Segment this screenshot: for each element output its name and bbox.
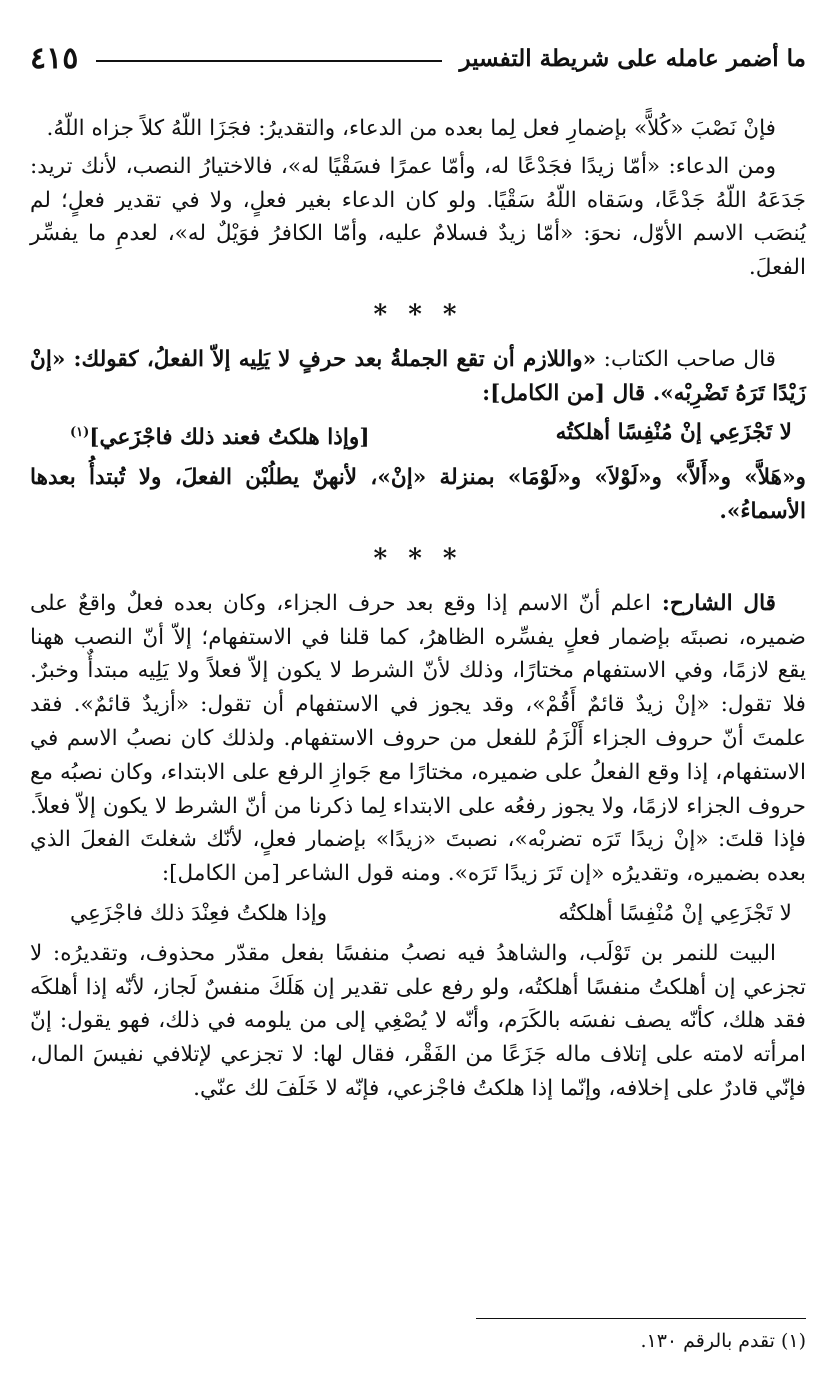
verse-1-first-hemistich: لا تَجْزَعِي إنْ مُنْفِسًا أهلكتُه	[555, 420, 792, 446]
paragraph-1: فإنْ نَصْبَ «كُلاًّ» بإضمارِ فعل لِما بعده من الدعاء، والتقديرُ: فجَزَا اللّهُ كلاً جزاه اللّهُ.	[46, 116, 776, 141]
paragraph-4: و«هَلاَّ» و«أَلاَّ» و«لَوْلاَ» و«لَوْمَا» بمنزلة «إنْ»، لأنهنّ يطلُبْن الفعلَ، ولا تُبتدأُ بعدها الأسماءُ».	[30, 465, 806, 525]
paragraph-6: البيت للنمر بن تَوْلَب، والشاهدُ فيه نصبُ منفسًا بفعل مقدّر محذوف، وتقديرُه: لا تجزعي إن أهلكتُ منفسًا أهلكتُه، ولو رفع على تقدير إن هَلَكَ منفسٌ لَجاز، لأنّه إذا أهلكَه فقد هلك، كأنّه يصف نفسَه بالكَرَم، وأنّه لا يُصْغِي إلى من يلومه في ذلك، فهو يقول: إنّ امرأته لامته على إتلاف ماله جَزَعًا من الفَقْر، فقال لها: لا تجزعي لإتلافي نفيسَ المال، فإنّي قادرٌ على إخلافه، وإنّما إذا هلكتُ فاجْزعي، فإنّه لا خَلَفَ لك عنّي.	[30, 940, 806, 1101]
footnote-marker: (١)	[70, 425, 90, 441]
paragraph-3-quote: «واللازم أن تقع الجملةُ بعد حرفٍ لا يَلِيه إلاّ الفعلُ، كقولك: «إنْ زَيْدًا تَرَهُ تَضْرِبْه». قال [من الكامل]:	[30, 346, 806, 406]
page-number: ٤١٥	[30, 40, 79, 76]
header-rule	[96, 60, 441, 62]
paragraph-2: ومن الدعاء: «أمّا زيدًا فجَدْعًا له، وأمّا عمرًا فسَقْيًا له»، فالاختيارُ النصب، لأنك تريد: جَدَعَهُ اللّهُ جَدْعًا، وسَقاه اللّهُ سَقْيًا. ولو كان الدعاء بغير فعلٍ، ولا في تقدير فعلٍ؛ لم يُنصَب الاسم الأوّل، نحوَ: «أمّا زيدٌ فسلامٌ عليه، وأمّا الكافرُ فوَيْلٌ له»، لعدمِ ما يفسِّر الفعلَ.	[30, 153, 806, 281]
paragraph-3	[30, 343, 806, 411]
paragraph-3-lead: قال صاحب الكتاب:	[596, 346, 776, 372]
page-body	[30, 112, 806, 1110]
verse-1-second-text: [وإذا هلكتُ فعند ذلك فاجْزَعي]	[89, 425, 370, 451]
paragraph-5-text: اعلم أنّ الاسم إذا وقع بعد حرف الجزاء، وكان بعده فعلٌ واقعٌ على ضميره، نصبتَه بإضمار فعلٍ يفسِّره الظاهرُ، كما قلنا في الاستفهام؛ إلاّ أنّ النصب ههنا يقع لازمًا، وفي الاستفهام مختارًا، وذلك لأنّ الشرط لا يكون إلاّ فعلاً ولا يَلِيه مبتدأٌ وخبرٌ. فلا تقول: «إنْ زيدٌ قائمٌ أَقُمْ»، وقد يجوز في الاستفهام أن تقول: «أزيدٌ قائمٌ». فقد علمتَ أنّ حروف الجزاء أَلْزَمُ للفعل من حروف الاستفهام. ولذلك كان نصبُ الاسم في الاستفهام، إذا وقع الفعلُ على ضميره، مختارًا مع جَوازِ الرفع على الابتداء، وكان نصبُه مع حروف الجزاء لازمًا، ولا يجوز رفعُه على الابتداء لِما ذكرنا من أنّ الشرط لا يكون إلاّ فعلاً. فإذا قلتَ: «إنْ زيدًا تَرَه تضربْه»، نصبتَ «زيدًا» بإضمار فعلٍ، لأنّك شغلتَ الفعلَ الذي بعده بضميره، وتقديرُه «إن تَرَ زيدًا تَرَه». ومنه قول الشاعر [من الكامل]:	[30, 590, 806, 887]
page-header	[30, 38, 806, 78]
footnote: (١) تقدم بالرقم ١٣٠.	[640, 1330, 806, 1352]
paragraph-5-lead: قال الشارح:	[651, 590, 776, 616]
verse-1-second-hemistich	[70, 416, 370, 455]
verse-2-second-hemistich: وإذا هلكتُ فعِنْدَ ذلك فاجْزَعِي	[70, 900, 328, 926]
running-title: ما أضمر عامله على شريطة التفسير	[459, 44, 806, 72]
verse-1	[30, 416, 806, 455]
verse-2-first-hemistich: لا تَجْزَعِي إنْ مُنْفِسًا أهلكتُه	[558, 900, 792, 926]
section-separator-1: * * *	[373, 299, 463, 330]
section-separator-2: * * *	[373, 543, 463, 574]
verse-2	[30, 897, 806, 931]
footnote-rule	[476, 1318, 806, 1319]
paragraph-5	[30, 587, 806, 891]
